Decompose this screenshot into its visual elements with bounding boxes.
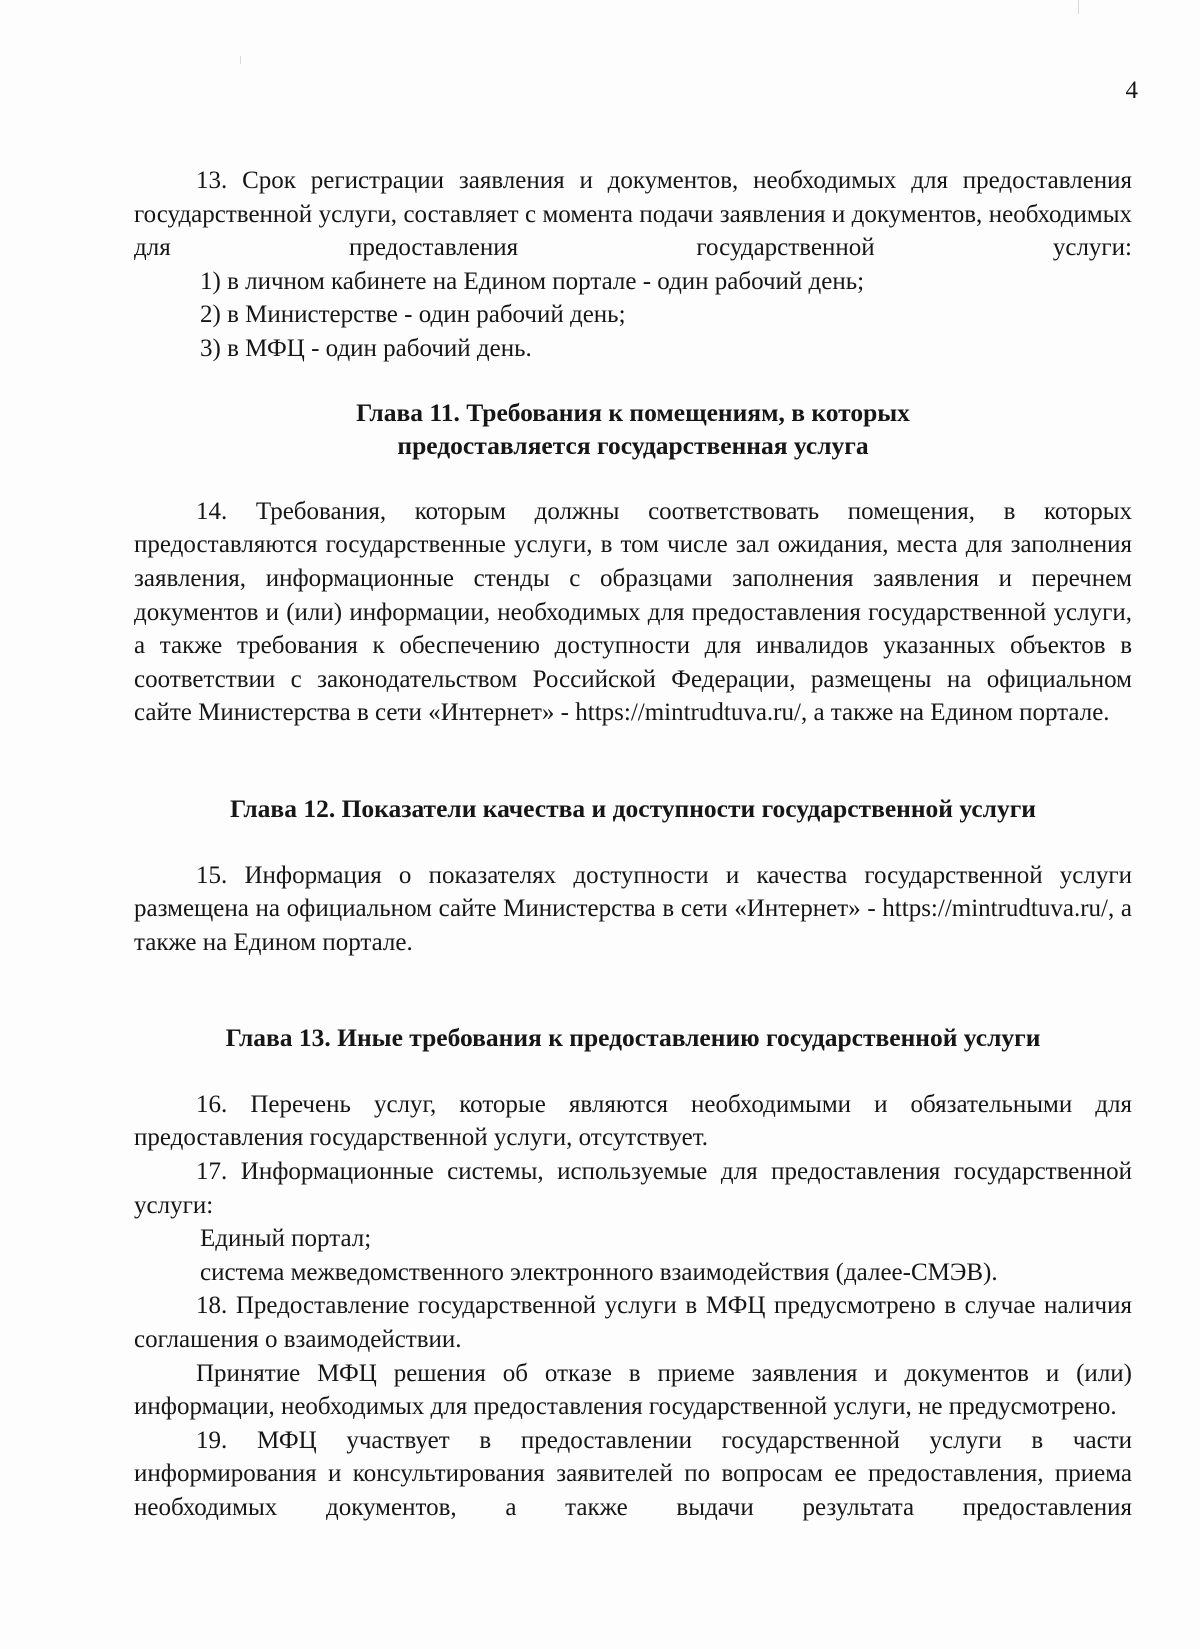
paragraph-15: 15. Информация о показателях доступности и качества государственной услуги размещена на официальном сайте Министерства в сети «Интернет» - https://mintrudtuva.ru/, а также на Едином портале. — [134, 861, 1132, 956]
paragraph-18: 18. Предоставление государственной услуги в МФЦ предусмотрено в случае наличия соглашения о взаимодействии. — [134, 1292, 1132, 1354]
scan-artifact-line — [240, 56, 241, 64]
paragraph-14: 14. Требования, которым должны соответствовать помещения, в которых предоставляются государственные услуги, в том числе зал ожидания, места для заполнения заявления, информационные стенды с образцами заполнения заявления и перечнем документов и (или) информации, необходимых для предоставления государственной услуги, а также требования к обеспечению доступности для инвалидов указанных объектов в соответствии с законодательством Российской Федерации, размещены на официальном сайте Министерства в сети «Интернет» - https://mintrudtuva.ru/, а также на Едином портале. — [134, 497, 1132, 727]
chapter-12-title: Глава 12. Показатели качества и доступности государственной услуги — [230, 793, 1036, 823]
list-item: 1) в личном кабинете на Едином портале - один рабочий день; — [200, 267, 865, 295]
paragraph-19: 19. МФЦ участвует в предоставлении государственной услуги в части информирования и консультирования заявителей по вопросам ее предоставления, приема необходимых документов, а также выдачи результата предоставления — [134, 1426, 1132, 1521]
list-item: Единый портал; — [200, 1225, 372, 1253]
chapter-11-title-line1: Глава 11. Требования к помещениям, в которых — [356, 397, 910, 427]
paragraph-18-continued: Принятие МФЦ решения об отказе в приеме заявления и документов и (или) информации, необходимых для предоставления государственной услуги, не предусмотрено. — [134, 1359, 1132, 1421]
list-item: 2) в Министерстве - один рабочий день; — [200, 301, 626, 329]
paragraph-13: 13. Срок регистрации заявления и документов, необходимых для предоставления государственной услуги, составляет с момента подачи заявления и документов, необходимых для предоставления государственной услуги: — [134, 167, 1132, 262]
list-item: 3) в МФЦ - один рабочий день. — [200, 334, 532, 362]
page-number: 4 — [1125, 77, 1138, 104]
chapter-11-title — [134, 396, 1132, 463]
scan-artifact-line — [1078, 0, 1079, 14]
chapter-11-title-line2: предоставляется государственная услуга — [397, 431, 869, 461]
paragraph-16: 16. Перечень услуг, которые являются необходимыми и обязательными для предоставления государственной услуги, отсутствует. — [134, 1090, 1132, 1152]
document-body — [134, 164, 1132, 1525]
list-item: система межведомственного электронного взаимодействия (далее-СМЭВ). — [200, 1258, 998, 1286]
paragraph-17: 17. Информационные системы, используемые для предоставления государственной услуги: — [134, 1158, 1132, 1219]
chapter-13-title: Глава 13. Иные требования к предоставлению государственной услуги — [225, 1023, 1041, 1053]
